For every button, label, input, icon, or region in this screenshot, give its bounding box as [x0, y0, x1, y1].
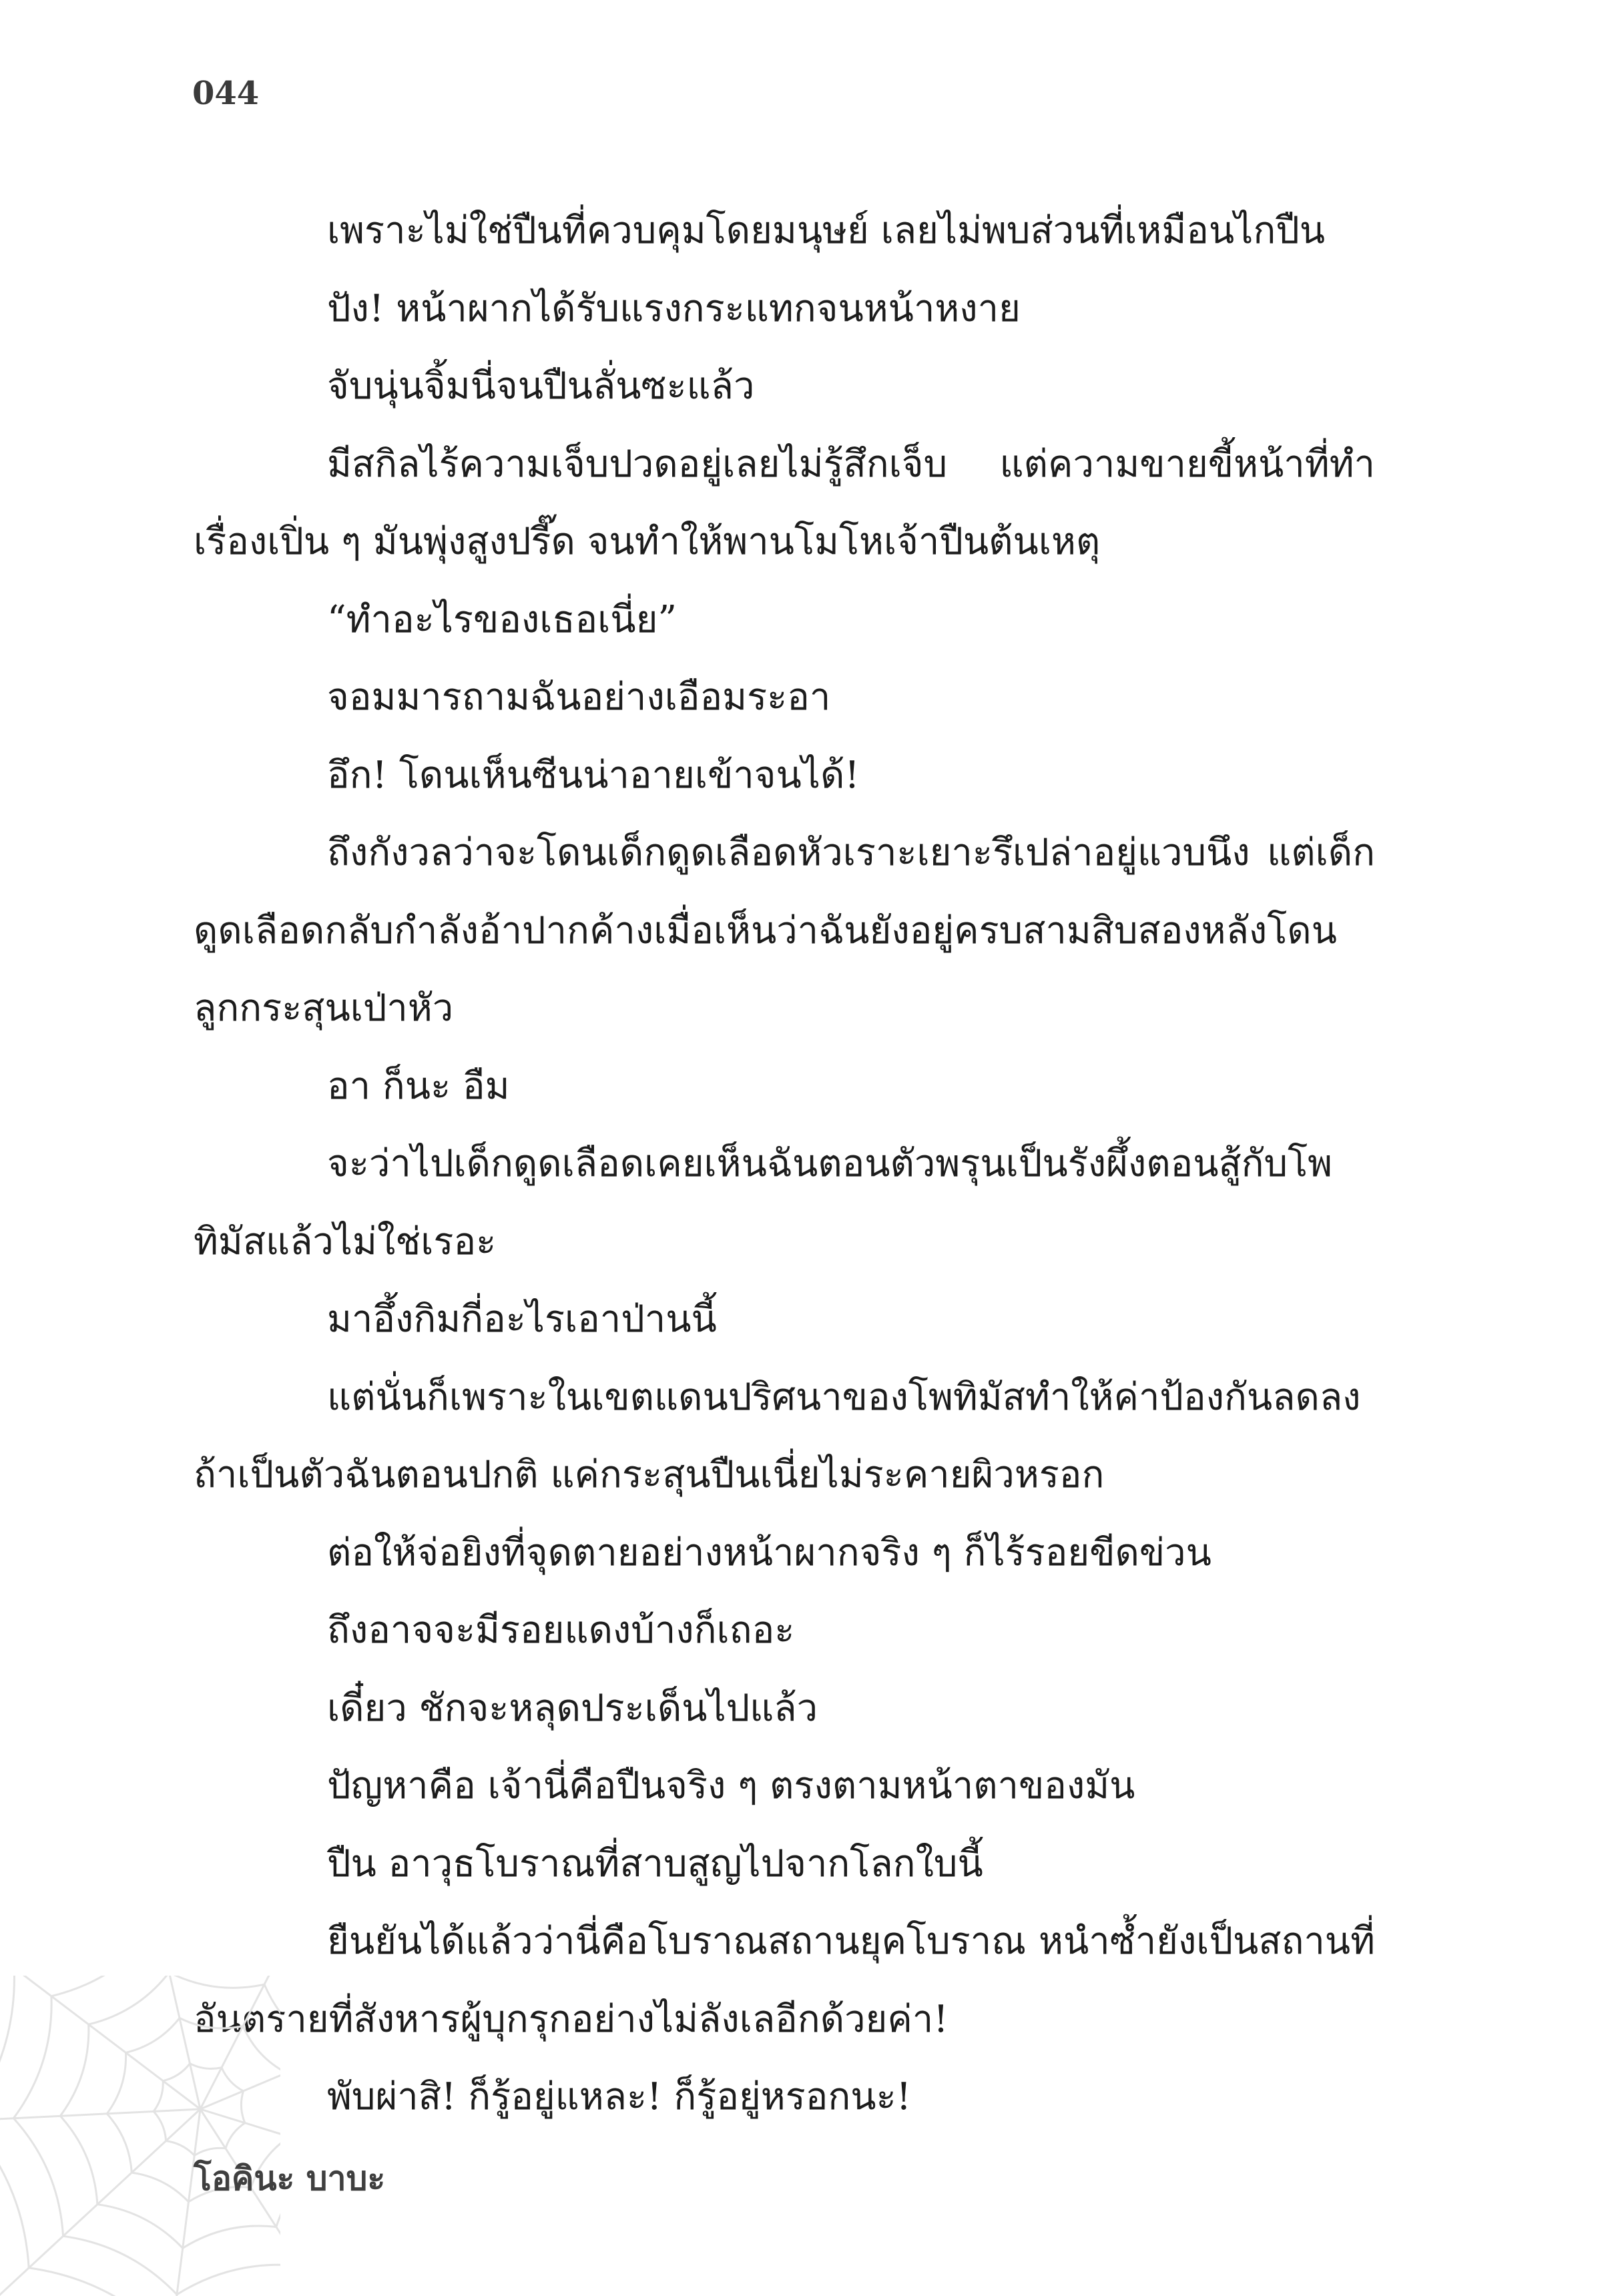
paragraph: จะว่าไปเด็กดูดเลือดเคยเห็นฉันตอนตัวพรุนเป็นรังผึ้งตอนสู้กับโพทิมัสแล้วไม่ใช่เรอะ — [194, 1142, 1333, 1263]
body-text — [194, 192, 1375, 2136]
paragraph: ถึงกังวลว่าจะโดนเด็กดูดเลือดหัวเราะเยาะรึเปล่าอยู่แวบนึง แต่เด็กดูดเลือดกลับกำลังอ้าปากค้างเมื่อเห็นว่าฉันยังอยู่ครบสามสิบสองหลังโดนลูกกระสุนเป่าหัว — [194, 831, 1375, 1030]
paragraph: ปัง! หน้าผากได้รับแรงกระแทกจนหน้าหงาย — [327, 286, 1021, 330]
paragraph: อา ก็นะ อืม — [327, 1064, 510, 1108]
paragraph: ปัญหาคือ เจ้านี่คือปืนจริง ๆ ตรงตามหน้าตาของมัน — [327, 1764, 1135, 1807]
paragraph: แต่นั่นก็เพราะในเขตแดนปริศนาของโพทิมัสทำให้ค่าป้องกันลดลง ถ้าเป็นตัวฉันตอนปกติ แค่กระสุนปืนเนี่ยไม่ระคายผิวหรอก — [194, 1375, 1361, 1496]
paragraph: มีสกิลไร้ความเจ็บปวดอยู่เลยไม่รู้สึกเจ็บ แต่ความขายขี้หน้าที่ทำเรื่องเปิ่น ๆ มันพุ่งสูงปรี๊ด จนทำให้พานโมโหเจ้าปืนต้นเหตุ — [194, 442, 1375, 563]
page-number: 044 — [192, 75, 260, 112]
paragraph: เพราะไม่ใช่ปืนที่ควบคุมโดยมนุษย์ เลยไม่พบส่วนที่เหมือนไกปืน — [327, 209, 1326, 252]
paragraph: ปืน อาวุธโบราณที่สาบสูญไปจากโลกใบนี้ — [327, 1841, 983, 1886]
paragraph: จับนุ่นจิ้มนี่จนปืนลั่นซะแล้ว — [327, 364, 755, 408]
paragraph: ยืนยันได้แล้วว่านี่คือโบราณสถานยุคโบราณ หนำซ้ำยังเป็นสถานที่อันตรายที่สังหารผู้บุกรุกอย่างไม่ลังเลอีกด้วยค่า! — [194, 1920, 1375, 2041]
footer-title: โอคินะ บาบะ — [194, 2159, 386, 2198]
paragraph: พับผ่าสิ! ก็รู้อยู่แหละ! ก็รู้อยู่หรอกนะ! — [327, 2075, 912, 2118]
spider-web-icon — [0, 1976, 280, 2296]
paragraph: “ทำอะไรของเธอเนี่ย” — [327, 597, 678, 641]
paragraph: เดี๋ยว ชักจะหลุดประเด็นไปแล้ว — [327, 1686, 818, 1730]
paragraph: ต่อให้จ่อยิงที่จุดตายอย่างหน้าผากจริง ๆ ก็ไร้รอยขีดข่วน — [327, 1530, 1212, 1574]
paragraph: ถึงอาจจะมีรอยแดงบ้างก็เถอะ — [327, 1609, 795, 1652]
paragraph: จอมมารถามฉันอย่างเอือมระอา — [327, 675, 831, 719]
paragraph: มาอึ้งกิมกี่อะไรเอาป่านนี้ — [327, 1298, 717, 1341]
paragraph: อึก! โดนเห็นซีนน่าอายเข้าจนได้! — [327, 753, 860, 797]
